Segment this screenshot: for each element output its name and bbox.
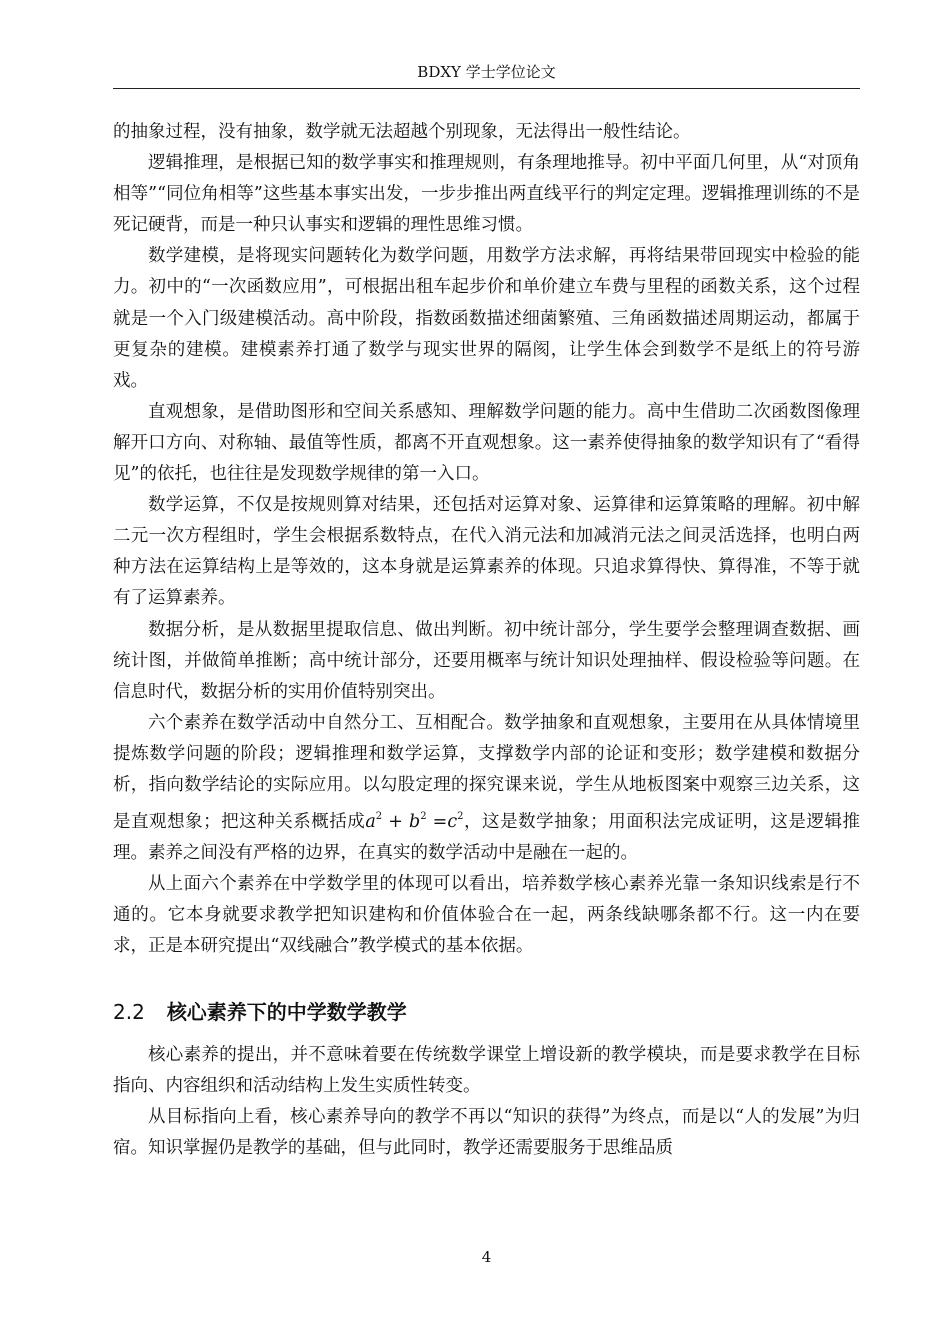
paragraph-intuitive-imagination: 直观想象，是借助图形和空间关系感知、理解数学问题的能力。高中生借助二次函数图像理解开口方向、对称轴、最值等性质，都离不开直观想象。这一素养使得抽象的数学知识有了“看得见”的依托，也往往是发现数学规律的第一入口。 bbox=[113, 401, 860, 485]
paragraph-data-analysis: 数据分析，是从数据里提取信息、做出判断。初中统计部分，学生要学会整理调查数据、画统计图，并做简单推断；高中统计部分，还要用概率与统计知识处理抽样、假设检验等问题。在信息时代，数据分析的实用价值特别突出。 bbox=[113, 619, 860, 702]
paragraph-mathematical-modeling: 数学建模，是将现实问题转化为数学问题，用数学方法求解，再将结果带回现实中检验的能力。初中的“一次函数应用”，可根据出租车起步价和单价建立车费与里程的函数关系，这个过程就是一个入门级建模活动。高中阶段，指数函数描述细菌繁殖、三角函数描述周期运动，都属于更复杂的建模。建模素养打通了数学与现实世界的隔阂，让学生体会到数学不是纸上的符号游戏。 bbox=[113, 246, 860, 391]
paragraph-six-literacies bbox=[113, 708, 860, 869]
paragraph-logical-reasoning: 逻辑推理，是根据已知的数学事实和推理规则，有条理地推导。初中平面几何里，从“对顶角相等”“同位角相等”这些基本事实出发，一步步推出两直线平行的判定定理。逻辑推理训练的不是死记硬背，而是一种只认事实和逻辑的理性思维习惯。 bbox=[113, 153, 860, 236]
section-heading bbox=[113, 996, 860, 1028]
paragraph: 的抽象过程，没有抽象，数学就无法超越个别现象，无法得出一般性结论。 bbox=[113, 122, 691, 142]
section-title: 核心素养下的中学数学教学 bbox=[166, 999, 407, 1024]
paragraph-summary: 从上面六个素养在中学数学里的体现可以看出，培养数学核心素养光靠一条知识线索是行不通的。它本身就要求教学把知识建构和价值体验合在一起，两条线缺哪条都不行。这一内在要求，正是本研究提出“双线融合”教学模式的基本依据。 bbox=[113, 874, 860, 957]
running-header: BDXY 学士学位论文 bbox=[417, 63, 556, 81]
paragraph-text-after-formula: ，这是数学抽象；用面积法完成证明，这是逻辑推理。素养之间没有严格的边界，在真实的数学活动中是融在一起的。 bbox=[113, 812, 861, 864]
paragraph-text-before-formula: 六个素养在数学活动中自然分工、互相配合。数学抽象和直观想象，主要用在从具体情境里提炼数学问题的阶段；逻辑推理和数学运算，支撑数学内部的论证和变形；数学建模和数据分析，指向数学结论的实际应用。以勾股定理的探究课来说，学生从地板图案中观察三边关系，这是直观想象；把这种关系概括成 bbox=[113, 712, 860, 833]
page-number: 4 bbox=[481, 1248, 492, 1266]
header-rule bbox=[113, 88, 860, 89]
page-body bbox=[113, 117, 860, 1164]
section-number: 2.2 bbox=[113, 999, 145, 1024]
paragraph: 从目标指向上看，核心素养导向的教学不再以“知识的获得”为终点，而是以“人的发展”为归宿。知识掌握仍是教学的基础，但与此同时，教学还需要服务于思维品质 bbox=[113, 1106, 860, 1158]
pythagorean-formula: $a^2 + b^2 =c^2$ bbox=[365, 811, 464, 833]
paragraph-mathematical-operation: 数学运算，不仅是按规则算对结果，还包括对运算对象、运算律和运算策略的理解。初中解二元一次方程组时，学生会根据系数特点，在代入消元法和加减消元法之间灵活选择，也明白两种方法在运算结构上是等效的，这本身就是运算素养的体现。只追求算得快、算得准，不等于就有了运算素养。 bbox=[113, 495, 860, 609]
paragraph: 核心素养的提出，并不意味着要在传统数学课堂上增设新的教学模块，而是要求教学在目标指向、内容组织和活动结构上发生实质性转变。 bbox=[113, 1044, 860, 1096]
